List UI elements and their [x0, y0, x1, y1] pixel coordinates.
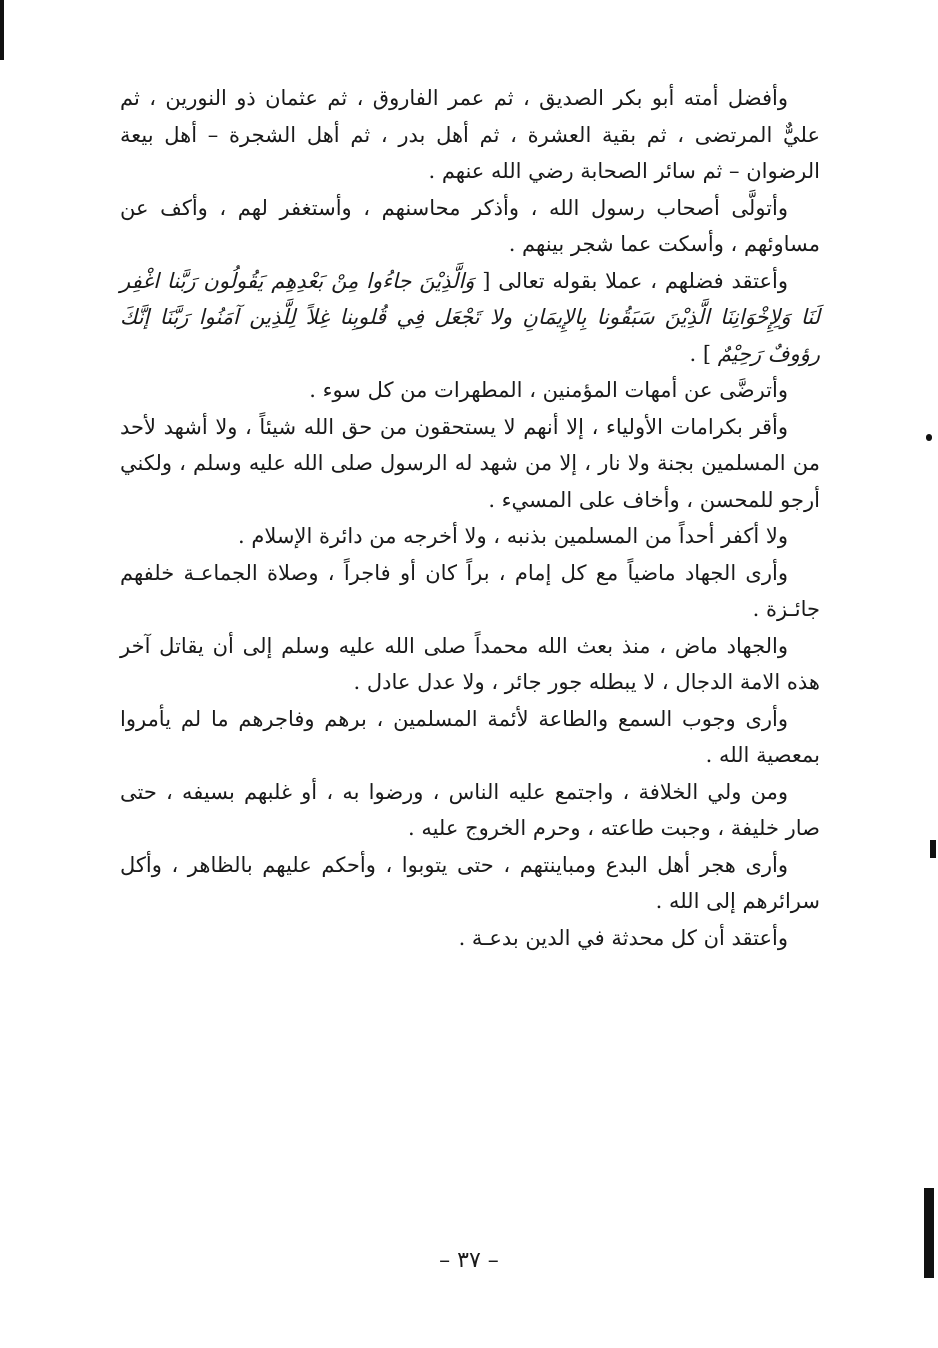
paragraph: وأرى هجر أهل البدع ومباينتهم ، حتى يتوبوا ، وأحكم عليهم بالظاهر ، وأكل سرائرهم إلى الله . — [120, 852, 820, 913]
paragraph: وأقر بكرامات الأولياء ، إلا أنهم لا يستحقون من حق الله شيئاً ، ولا أشهد لأحد من المسلمين بجنة ولا نار ، إلا من شهد له الرسول صلى الله عليه وسلم ، ولكني أرجو للمحسن ، وأخاف على المسيء . — [120, 414, 820, 512]
paragraph: وأفضل أمته أبو بكر الصديق ، ثم عمر الفاروق ، ثم عثمان ذو النورين ، ثم عليٌّ المرتضى ، ثم بقية العشرة ، ثم أهل بدر ، ثم أهل الشجرة – أهل بيعة الرضوان – ثم سائر الصحابة رضي الله عنهم . — [120, 86, 820, 183]
paragraph: والجهاد ماض ، منذ بعث الله محمداً صلى الله عليه وسلم إلى أن يقاتل آخر هذه الامة الدجال ، لا يبطله جور جائر ، ولا عدل عادل . — [120, 633, 820, 694]
paragraph: وأترضَّى عن أمهات المؤمنين ، المطهرات من كل سوء . — [309, 378, 788, 402]
verse-close: ] . — [689, 341, 718, 366]
page-number: – ٣٧ – — [439, 1248, 499, 1273]
scan-speck — [926, 434, 932, 441]
paragraph: ومن ولي الخلافة ، واجتمع عليه الناس ، ورضوا به ، أو غلبهم بسيفه ، حتى صار خليفة ، وجبت طاعته ، وحرم الخروج عليه . — [120, 779, 820, 840]
paragraph: وأرى وجوب السمع والطاعة لأئمة المسلمين ، برهم وفاجرهم ما لم يأمروا بمعصية الله . — [120, 706, 820, 767]
paragraph: وأتولَّى أصحاب رسول الله ، وأذكر محاسنهم ، وأستغفر لهم ، وأكف عن مساوئهم ، وأسكت عما شجر بينهم . — [120, 195, 820, 256]
scan-margin-mark — [0, 0, 4, 60]
verse-intro: وأعتقد فضلهم ، عملا بقوله تعالى [ — [474, 268, 788, 293]
page-body — [120, 80, 820, 956]
paragraph: وأرى الجهاد ماضياً مع كل إمام ، براً كان أو فاجراً ، وصلاة الجماعـة خلفهم جائـزة . — [120, 560, 820, 621]
scan-speck — [930, 840, 936, 858]
paragraph: ولا أكفر أحداً من المسلمين بذنبه ، ولا أخرجه من دائرة الإسلام . — [237, 524, 788, 548]
quran-verse: وَالَّذِيْنَ جاءُوا مِنْ بَعْدِهِم يَقُولُون رَبَّنا اغْفِر لَنَا وَلِإِخْوَانِنَا الَّذِيْنَ سَبَقُونا بِالإِيمَانِ ولا تَجْعَل فِي قُلوبِنا غِلاً لِلَّذِين آمَنُوا رَبَّنَا إنَّكَ رؤوفٌ رَحِيْمٌ — [120, 268, 820, 366]
paragraph-with-verse — [120, 263, 820, 373]
paragraph: وأعتقد أن كل محدثة في الدين بدعـة . — [458, 925, 788, 950]
